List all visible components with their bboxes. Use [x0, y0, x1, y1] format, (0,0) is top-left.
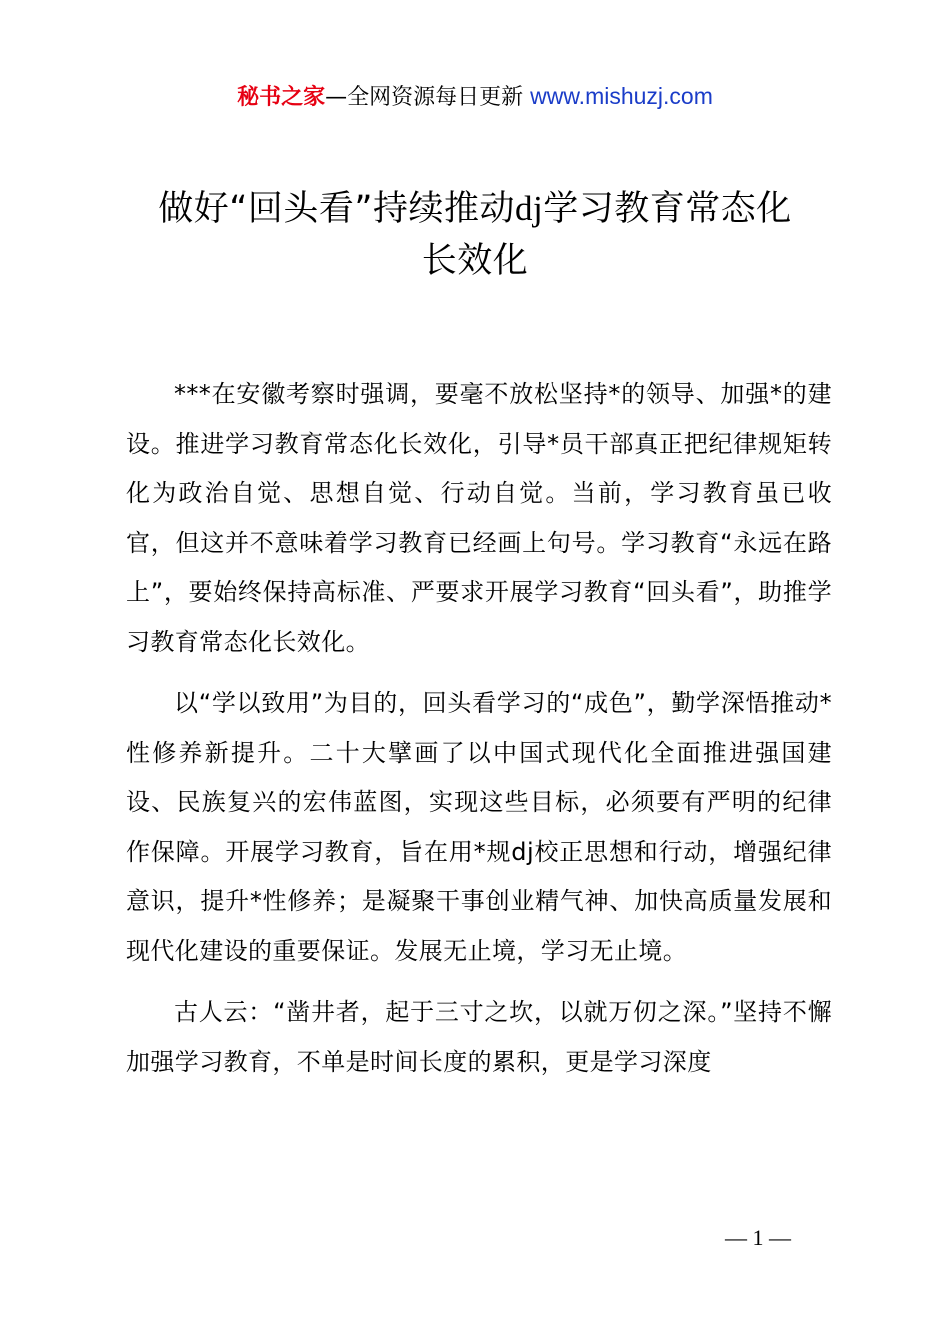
- paragraph-3: 古人云：“凿井者，起于三寸之坎，以就万仞之深。”坚持不懈加强学习教育，不单是时间长度的累积，更是学习深度: [126, 998, 832, 1076]
- site-header: [0, 80, 950, 114]
- title-line1-latin: dj: [515, 189, 544, 228]
- page-number: — 1 —: [725, 1225, 791, 1250]
- paragraph-2: 以“学以致用”为目的，回头看学习的“成色”，勤学深悟推动*性修养新提升。二十大擘画了以中国式现代化全面推进强国建设、民族复兴的宏伟蓝图，实现这些目标，必须要有严明的纪律作保障。开展学习教育，旨在用*规dj校正思想和行动，增强纪律意识，提升*性修养；是凝聚干事创业精气神、加快高质量发展和现代化建设的重要保证。发展无止境，学习无止境。: [126, 689, 832, 965]
- header-tagline: —全网资源每日更新: [325, 85, 531, 110]
- paragraph-1: ***在安徽考察时强调，要毫不放松坚持*的领导、加强*的建设。推进学习教育常态化长效化，引导*员干部真正把纪律规矩转化为政治自觉、思想自觉、行动自觉。当前，学习教育虽已收官，但这并不意味着学习教育已经画上句号。学习教育“永远在路上”，要始终保持高标准、严要求开展学习教育“回头看”，助推学习教育常态化长效化。: [126, 380, 832, 656]
- title-line1-part2: 学习教育常态化: [543, 189, 792, 229]
- document-title: [110, 183, 840, 287]
- title-line1-part1: 做好“回头看”持续推动: [158, 189, 515, 229]
- site-url-link[interactable]: www.mishuzj.com: [530, 83, 713, 109]
- title-line2: 长效化: [421, 241, 529, 281]
- brand-name: 秘书之家: [237, 85, 326, 110]
- document-body: [126, 370, 832, 1099]
